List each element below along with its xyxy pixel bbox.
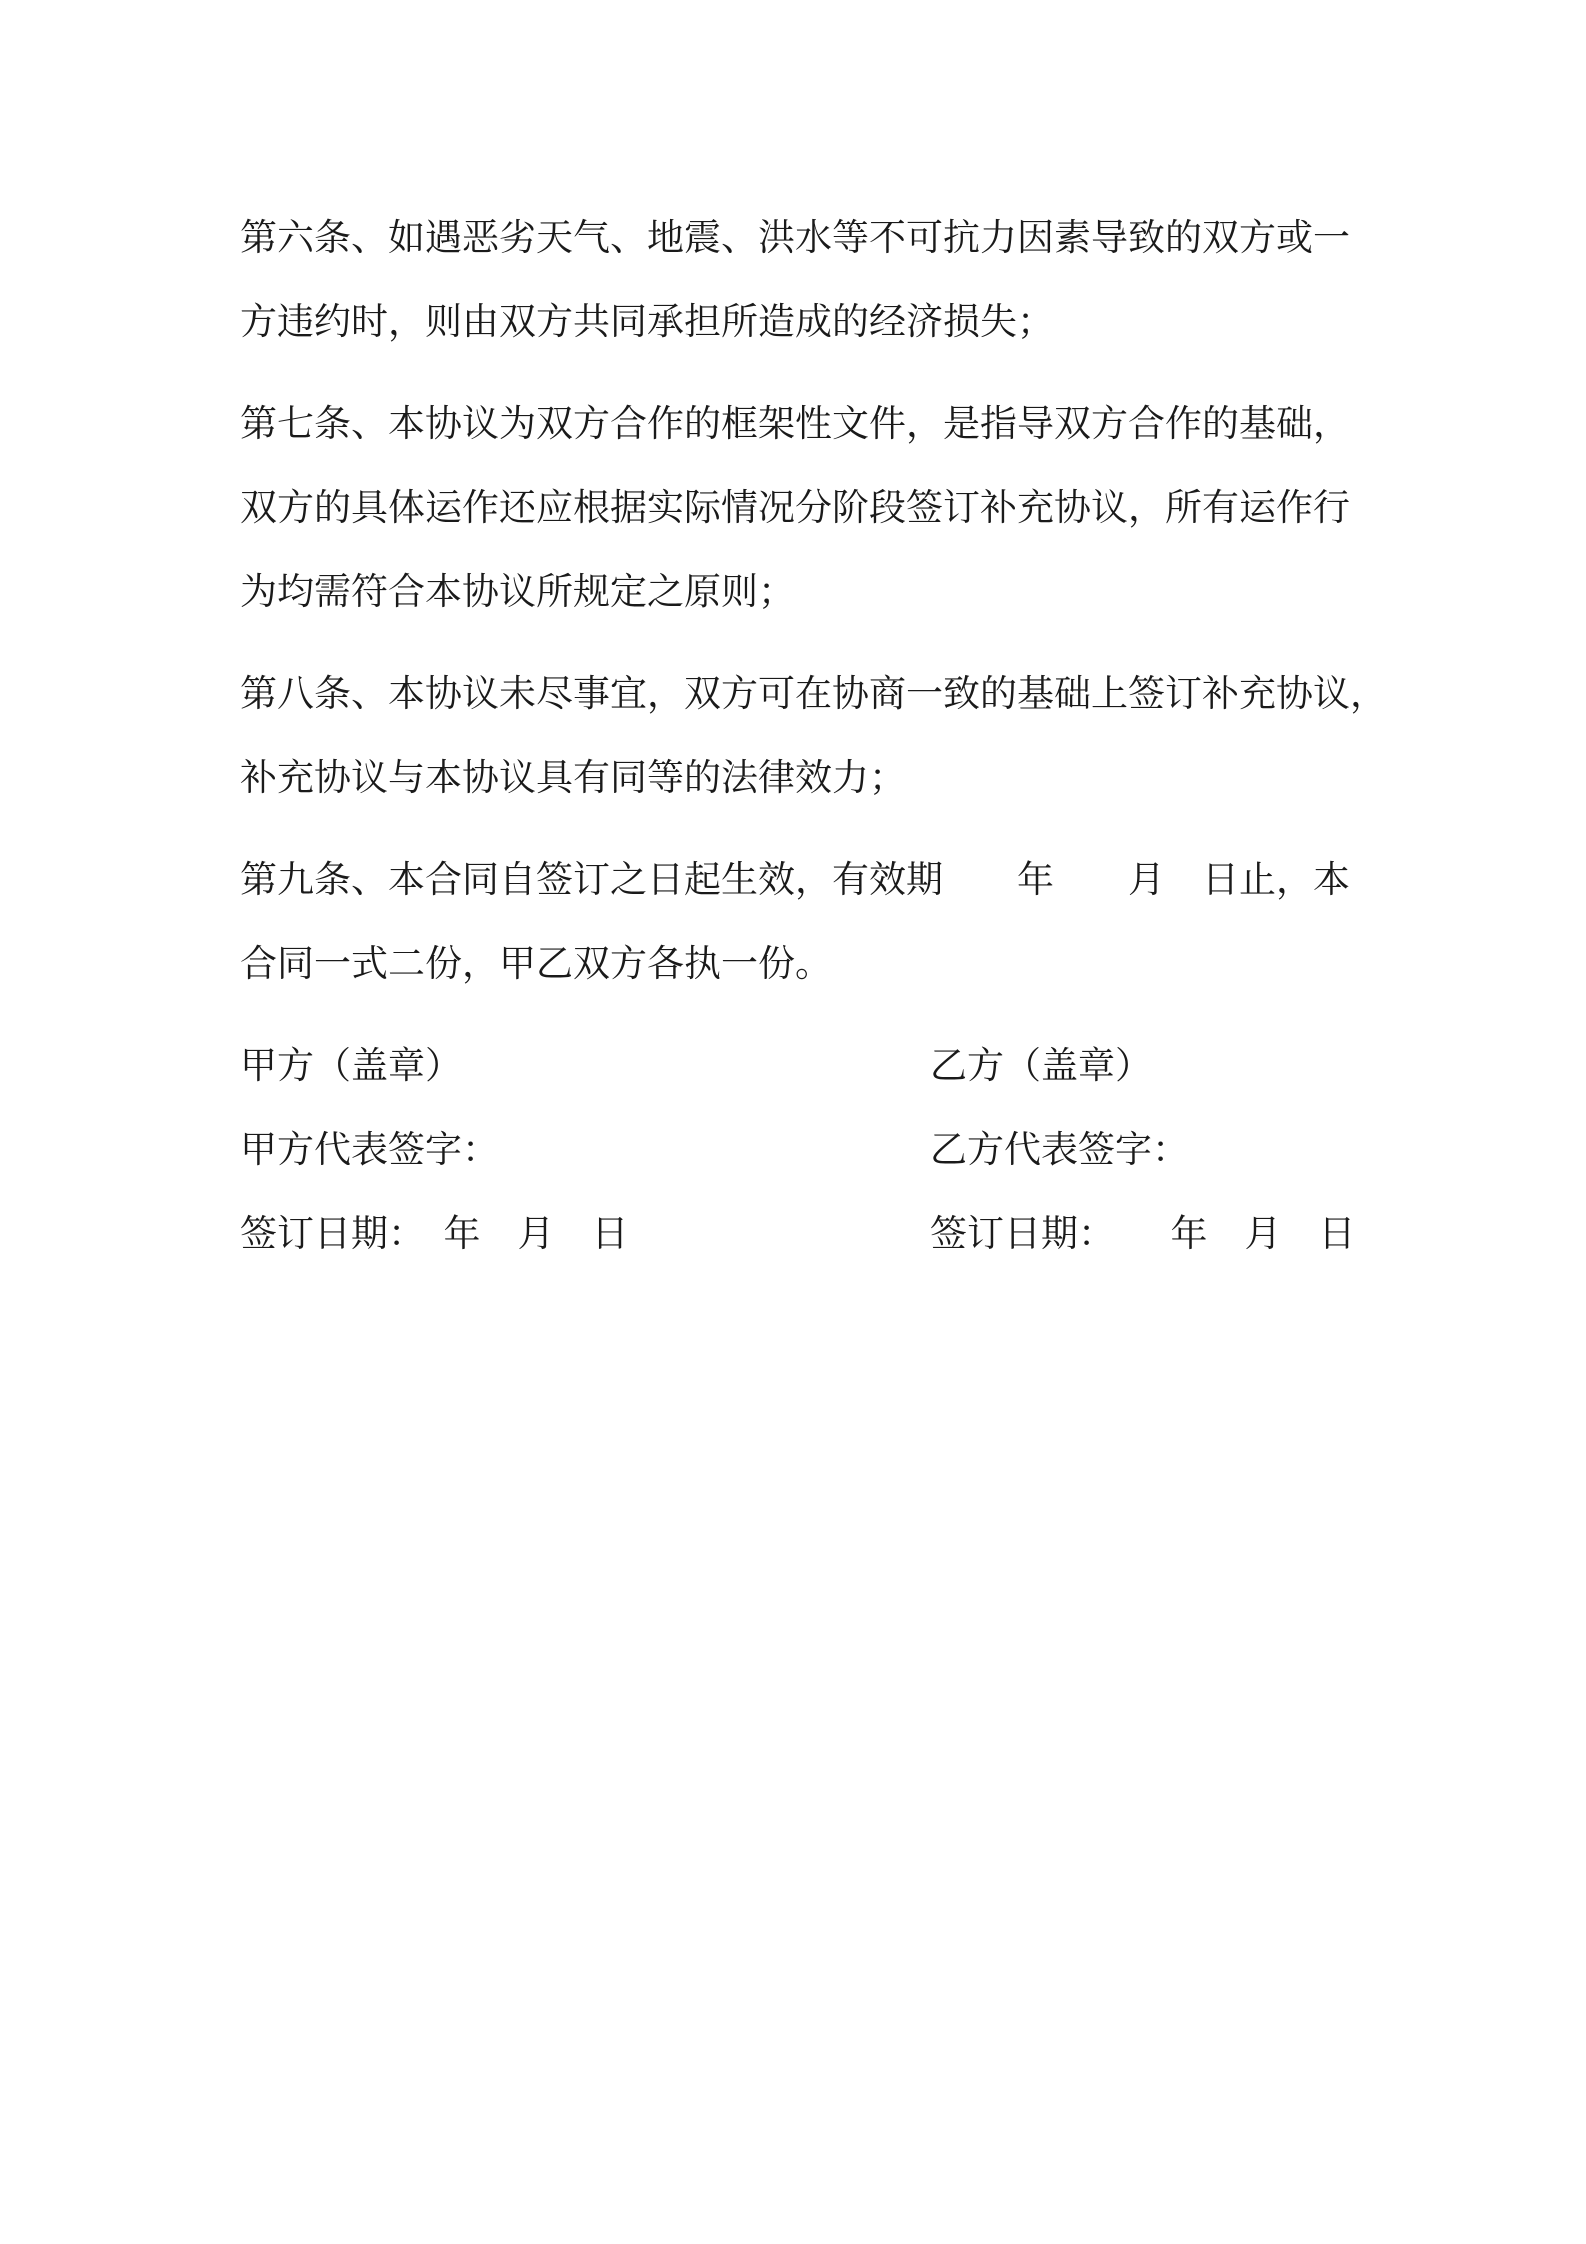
party-b-date-label: 签订日期： 年 月 日 — [930, 1212, 1356, 1255]
clause-6 — [240, 196, 1350, 364]
clause-line: 第八条、本协议未尽事宜，双方可在协商一致的基础上签订补充协议， — [240, 672, 1387, 715]
clause-line: 第七条、本协议为双方合作的框架性文件，是指导双方合作的基础， — [240, 402, 1350, 445]
clause-line: 双方的具体运作还应根据实际情况分阶段签订补充协议，所有运作行 — [240, 486, 1350, 529]
party-a-date-label: 签订日期： 年 月 日 — [240, 1212, 629, 1255]
clause-line: 第六条、如遇恶劣天气、地震、洪水等不可抗力因素导致的双方或一 — [240, 216, 1350, 259]
party-b-representative-label: 乙方代表签字： — [930, 1128, 1189, 1171]
clause-line: 为均需符合本协议所规定之原则； — [240, 570, 795, 613]
clause-9 — [240, 838, 1350, 1006]
clause-7 — [240, 382, 1350, 634]
clause-line: 补充协议与本协议具有同等的法律效力； — [240, 756, 906, 799]
party-b-signature — [930, 1024, 1356, 1276]
party-b-seal-label: 乙方（盖章） — [930, 1044, 1152, 1087]
clause-line: 第九条、本合同自签订之日起生效，有效期 年 月 日止，本 — [240, 858, 1350, 901]
clause-8 — [240, 652, 1387, 820]
contract-body — [240, 196, 1387, 1276]
party-a-seal-label: 甲方（盖章） — [240, 1044, 462, 1087]
party-a-representative-label: 甲方代表签字： — [240, 1128, 499, 1171]
clause-line: 合同一式二份，甲乙双方各执一份。 — [240, 942, 832, 985]
clause-line: 方违约时，则由双方共同承担所造成的经济损失； — [240, 300, 1054, 343]
signature-block — [240, 1024, 1356, 1276]
party-a-signature — [240, 1024, 629, 1276]
